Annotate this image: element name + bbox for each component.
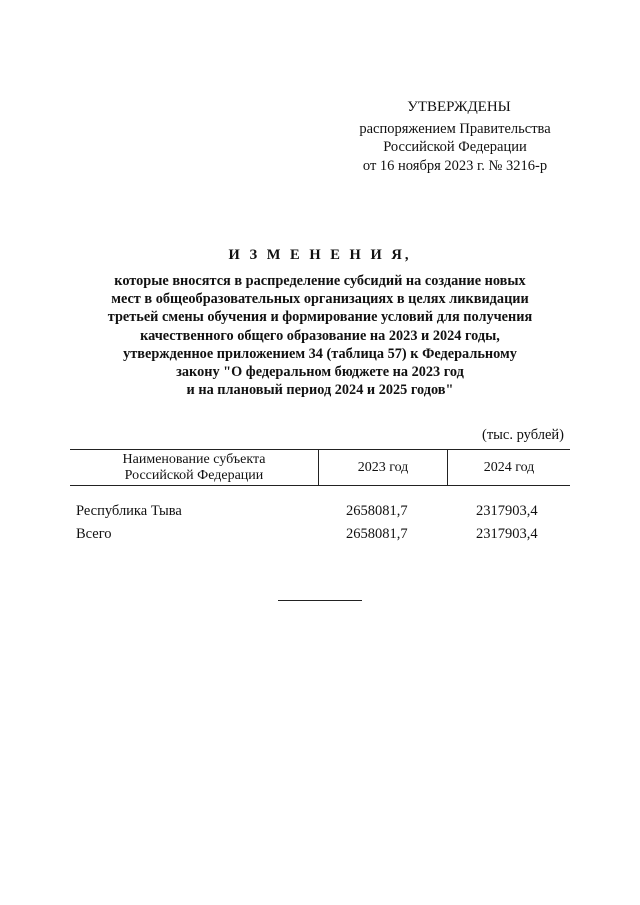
cell-value-2024: 2317903,4	[476, 503, 538, 519]
header-region-name	[70, 450, 318, 485]
approval-line: распоряжением Правительства	[359, 120, 551, 137]
cell-value-2023: 2658081,7	[346, 526, 408, 542]
table-header	[70, 449, 570, 486]
end-divider	[278, 600, 362, 601]
units-label: (тыс. рублей)	[482, 427, 564, 443]
table-row	[76, 503, 570, 523]
approval-heading: УТВЕРЖДЕНЫ	[407, 99, 511, 115]
header-region-name-line1: Наименование субъекта	[122, 451, 266, 467]
document-title: И З М Е Н Е Н И Я,	[228, 247, 412, 263]
subtitle-line: третьей смены обучения и формирование условий для получения	[107, 309, 533, 326]
approval-line: Российской Федерации	[383, 139, 527, 155]
subtitle-line: и на плановый период 2024 и 2025 годов"	[186, 382, 454, 399]
cell-value-2024: 2317903,4	[476, 526, 538, 542]
subtitle-line: которые вносятся в распределение субсидий на создание новых	[114, 273, 526, 289]
approval-date-line: от 16 ноября 2023 г. № 3216-р	[362, 157, 548, 174]
header-year-2024: 2024 год	[483, 459, 535, 475]
approval-block	[340, 98, 570, 175]
header-year-2023: 2023 год	[318, 450, 448, 485]
subtitle-line: качественного общего образование на 2023 и 2024 годы,	[140, 327, 500, 344]
table-row-total	[76, 526, 570, 546]
subtitle-line: утвержденное приложением 34 (таблица 57) к Федеральному	[123, 345, 517, 362]
cell-value-2023: 2658081,7	[346, 503, 408, 519]
subtitle-line: мест в общеобразовательных организациях в целях ликвидации	[111, 291, 529, 308]
cell-region-name: Республика Тыва	[76, 503, 182, 519]
header-region-name-line2: Российской Федерации	[124, 467, 264, 483]
cell-region-name: Всего	[76, 526, 112, 542]
document-subtitle	[60, 272, 580, 399]
subtitle-line: закону "О федеральном бюджете на 2023 год	[176, 364, 464, 381]
